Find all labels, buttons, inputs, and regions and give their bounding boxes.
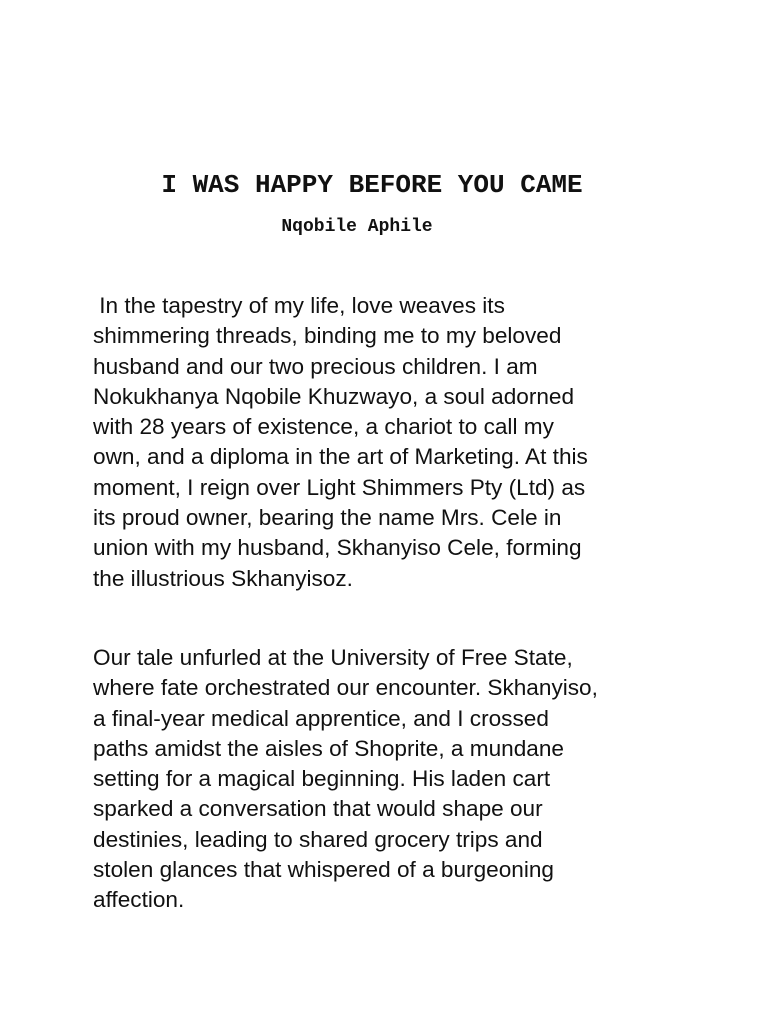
paragraph-line: destinies, leading to shared grocery trips and [93,826,543,852]
document-title: I WAS HAPPY BEFORE YOU CAME [161,170,583,200]
paragraph-line: its proud owner, bearing the name Mrs. Cele in [93,505,562,531]
paragraph-line: Nokukhanya Nqobile Khuzwayo, a soul adorned [93,383,575,409]
paragraph-line: where fate orchestrated our encounter. Skhanyiso, [93,675,598,701]
paragraph-line: shimmering threads, binding me to my beloved [93,323,562,349]
paragraph-line: sparked a conversation that would shape our [93,796,543,822]
paragraph-1 [93,291,693,594]
paragraph-line: the illustrious Skhanyisoz. [93,565,353,591]
document-author: Nqobile Aphile [281,217,433,237]
paragraph-line: In the tapestry of my life, love weaves its [93,293,505,318]
paragraph-line: Our tale unfurled at the University of Free State, [93,645,573,670]
paragraph-line: moment, I reign over Light Shimmers Pty (Ltd) as [93,474,586,500]
paragraph-line: affection. [93,887,185,913]
paragraph-line: paths amidst the aisles of Shoprite, a mundane [93,735,564,761]
paragraph-line: stolen glances that whispered of a burgeoning [93,857,554,883]
paragraph-line: with 28 years of existence, a chariot to call my [93,414,554,440]
paragraph-line: a final-year medical apprentice, and I crossed [93,705,549,731]
paragraph-line: union with my husband, Skhanyiso Cele, forming [93,535,582,561]
paragraph-line: own, and a diploma in the art of Marketing. At this [93,444,588,470]
paragraph-line: setting for a magical beginning. His laden cart [93,766,551,792]
paragraph-line: husband and our two precious children. I am [93,353,538,379]
paragraph-2 [93,643,693,916]
